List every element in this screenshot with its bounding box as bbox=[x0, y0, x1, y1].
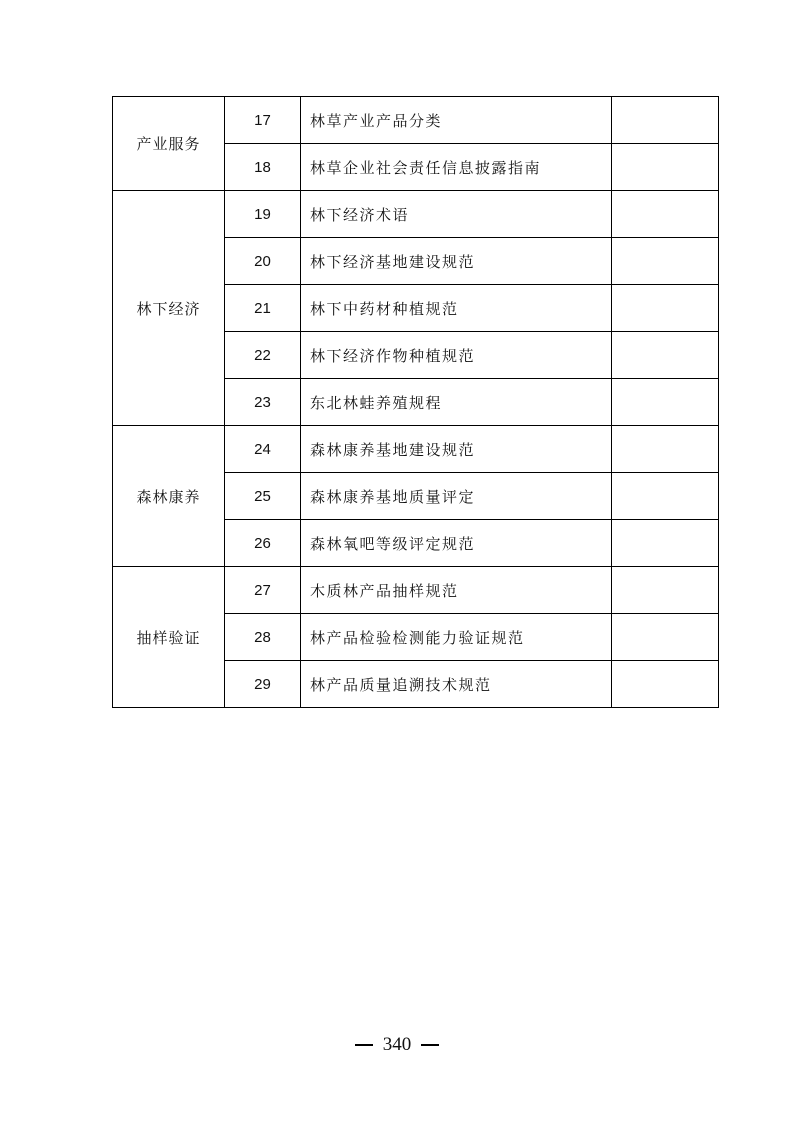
blank-cell bbox=[612, 97, 719, 144]
standard-name: 林草产业产品分类 bbox=[301, 97, 612, 144]
standard-name: 东北林蛙养殖规程 bbox=[301, 379, 612, 426]
standard-name: 林下经济作物种植规范 bbox=[301, 332, 612, 379]
category-cell: 产业服务 bbox=[113, 97, 225, 191]
row-number: 19 bbox=[225, 191, 301, 238]
row-number: 23 bbox=[225, 379, 301, 426]
standard-name: 木质林产品抽样规范 bbox=[301, 567, 612, 614]
row-number: 20 bbox=[225, 238, 301, 285]
row-number: 28 bbox=[225, 614, 301, 661]
standard-name: 林草企业社会责任信息披露指南 bbox=[301, 144, 612, 191]
blank-cell bbox=[612, 473, 719, 520]
table-row bbox=[113, 567, 719, 614]
blank-cell bbox=[612, 661, 719, 708]
standard-name: 林下中药材种植规范 bbox=[301, 285, 612, 332]
table-row bbox=[113, 191, 719, 238]
blank-cell bbox=[612, 144, 719, 191]
row-number: 27 bbox=[225, 567, 301, 614]
category-cell: 林下经济 bbox=[113, 191, 225, 426]
blank-cell bbox=[612, 332, 719, 379]
row-number: 26 bbox=[225, 520, 301, 567]
category-cell: 森林康养 bbox=[113, 426, 225, 567]
page-number: 340 bbox=[382, 1034, 412, 1055]
standard-name: 林产品检验检测能力验证规范 bbox=[301, 614, 612, 661]
blank-cell bbox=[612, 191, 719, 238]
blank-cell bbox=[612, 614, 719, 661]
blank-cell bbox=[612, 285, 719, 332]
blank-cell bbox=[612, 520, 719, 567]
standard-name: 林产品质量追溯技术规范 bbox=[301, 661, 612, 708]
row-number: 18 bbox=[225, 144, 301, 191]
row-number: 29 bbox=[225, 661, 301, 708]
blank-cell bbox=[612, 567, 719, 614]
dash-right bbox=[421, 1044, 439, 1046]
row-number: 21 bbox=[225, 285, 301, 332]
row-number: 17 bbox=[225, 97, 301, 144]
standards-table bbox=[112, 96, 719, 708]
blank-cell bbox=[612, 238, 719, 285]
dash-left bbox=[355, 1044, 373, 1046]
category-cell: 抽样验证 bbox=[113, 567, 225, 708]
standard-name: 林下经济基地建设规范 bbox=[301, 238, 612, 285]
row-number: 22 bbox=[225, 332, 301, 379]
blank-cell bbox=[612, 426, 719, 473]
blank-cell bbox=[612, 379, 719, 426]
row-number: 24 bbox=[225, 426, 301, 473]
table-row bbox=[113, 97, 719, 144]
table-row bbox=[113, 426, 719, 473]
standard-name: 森林氧吧等级评定规范 bbox=[301, 520, 612, 567]
page-footer bbox=[0, 1034, 794, 1056]
standard-name: 森林康养基地建设规范 bbox=[301, 426, 612, 473]
standard-name: 林下经济术语 bbox=[301, 191, 612, 238]
standard-name: 森林康养基地质量评定 bbox=[301, 473, 612, 520]
row-number: 25 bbox=[225, 473, 301, 520]
